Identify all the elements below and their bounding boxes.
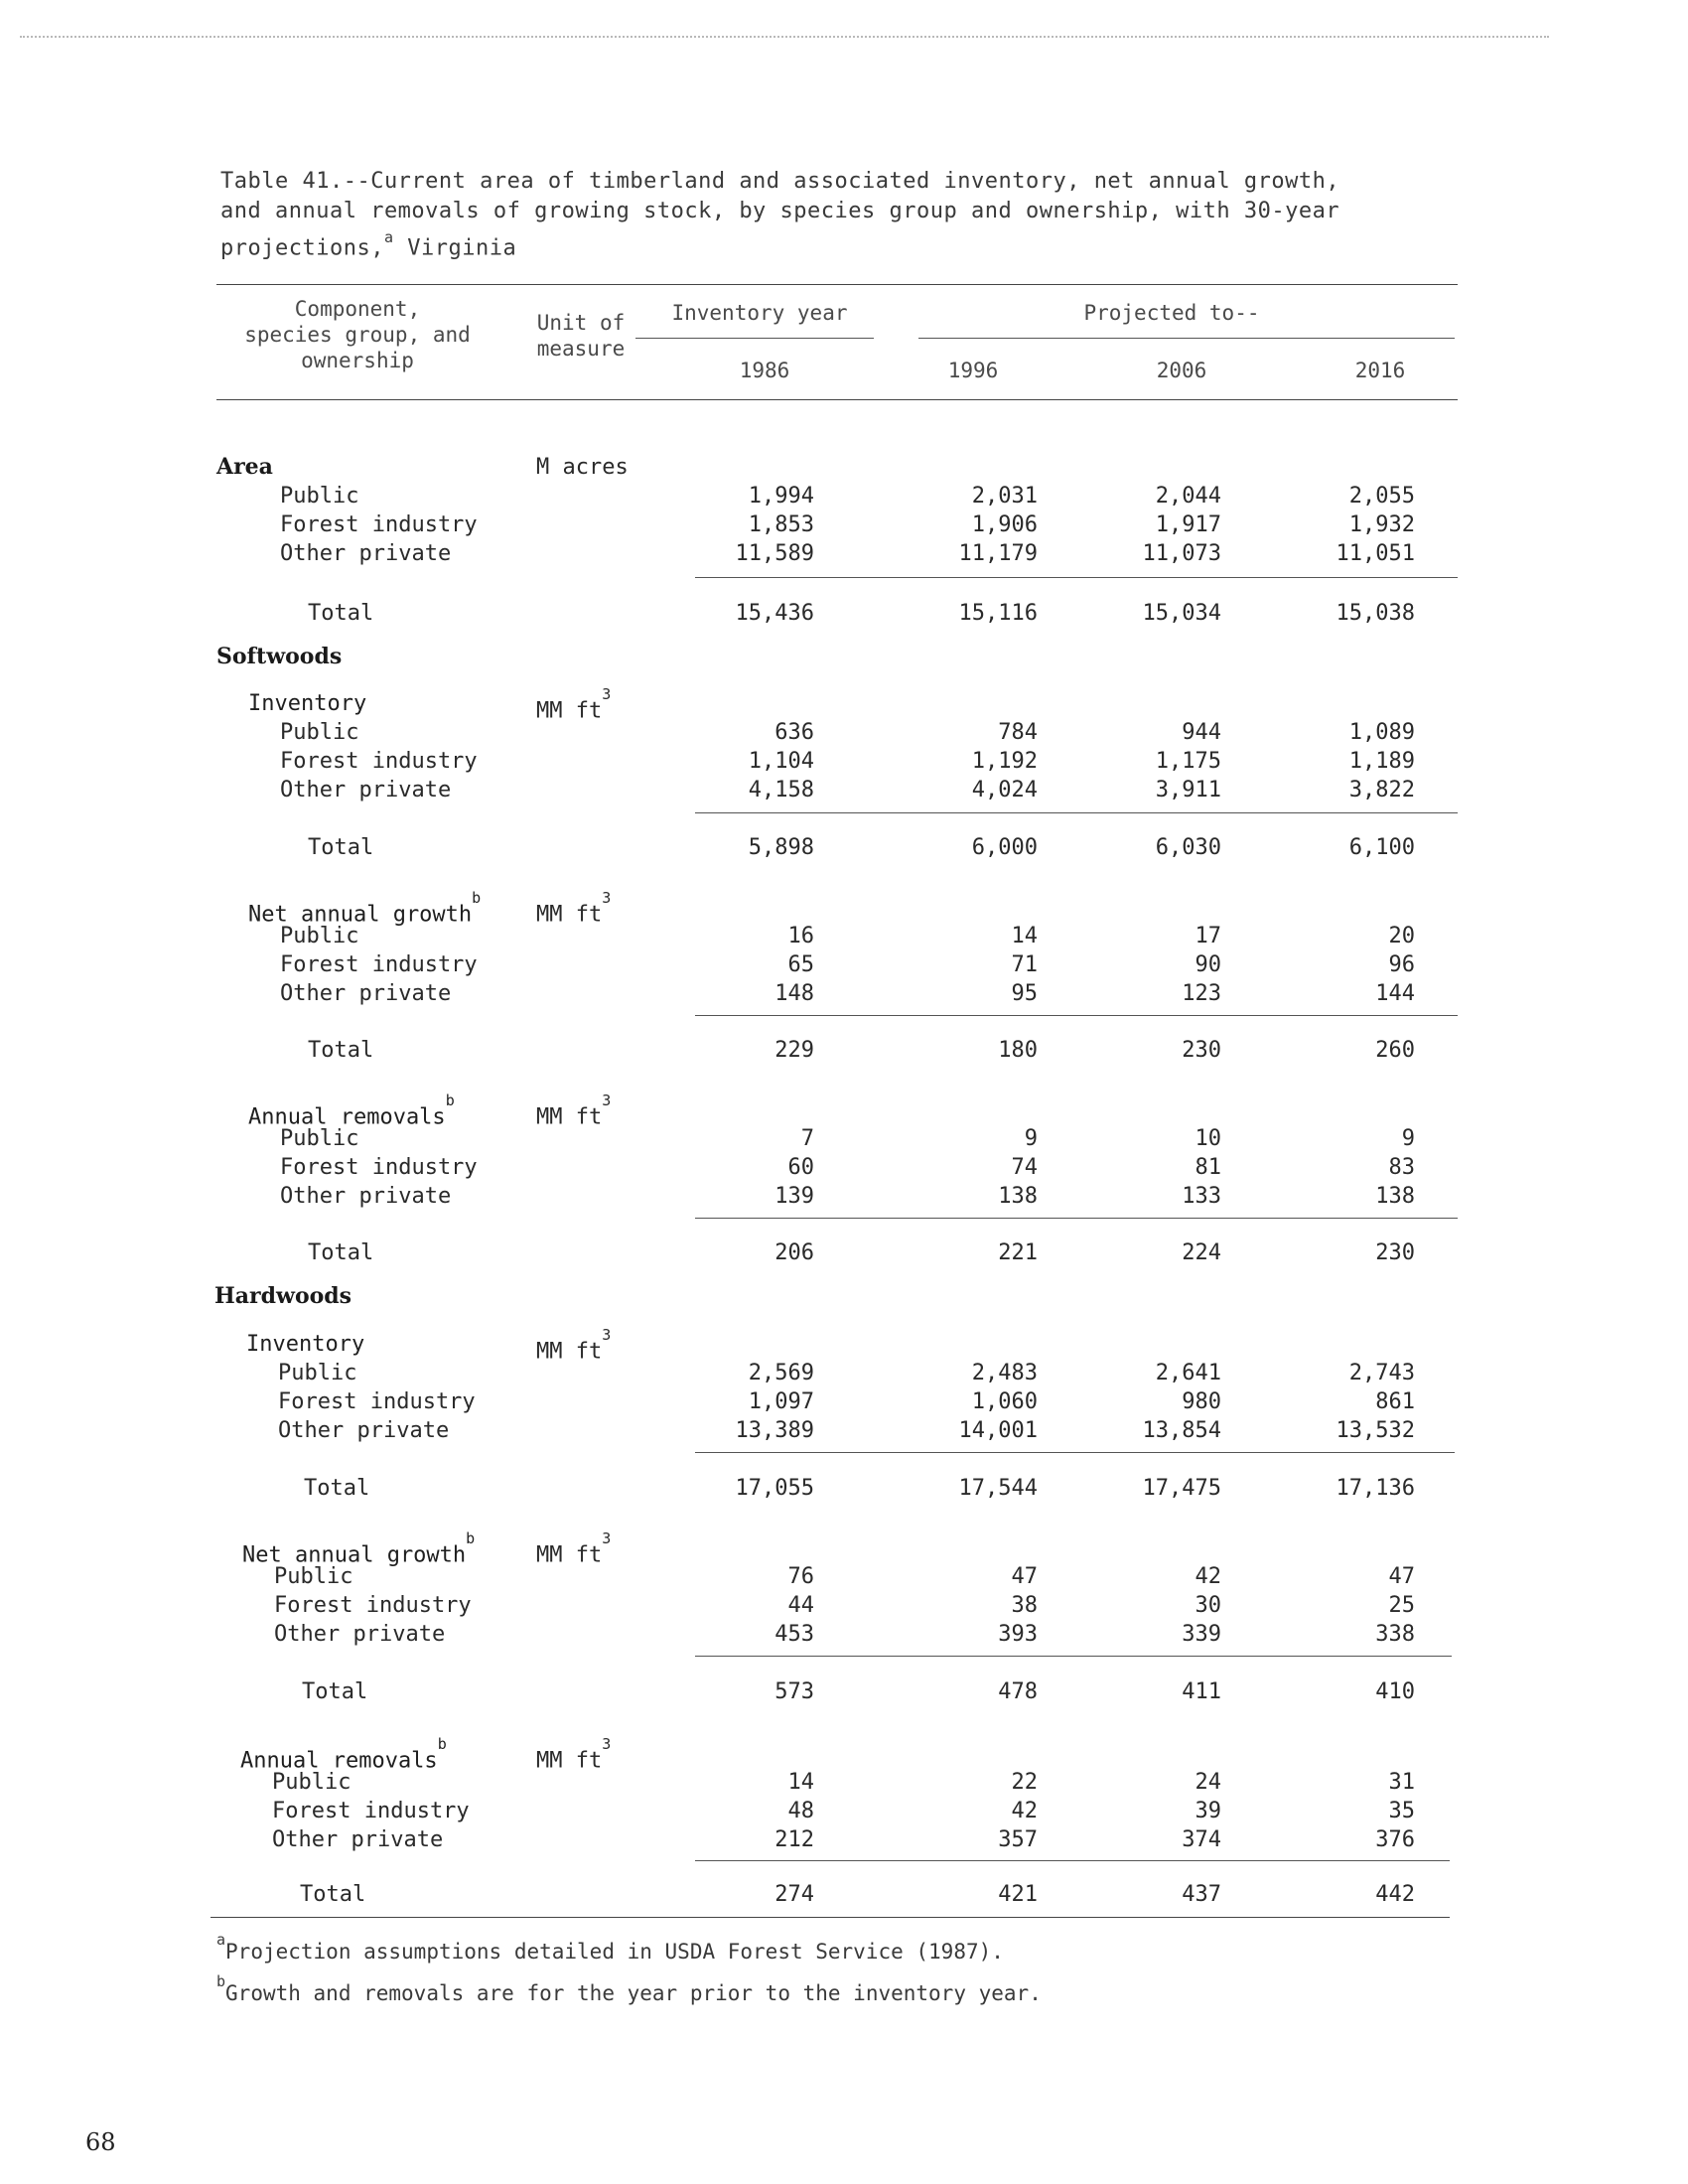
row-label: Other private: [272, 1827, 444, 1852]
footnote-ref-b: b: [472, 889, 482, 907]
hardwood-removals-subtotal-rule: [695, 1860, 1450, 1861]
cell-2006: 2,044: [1155, 484, 1221, 509]
cell-1986: 7: [800, 1126, 814, 1151]
category-row: [0, 1529, 1688, 1568]
row-label: Forest industry: [280, 749, 478, 774]
row-label: Other private: [280, 541, 452, 566]
cell-1996: 138: [998, 1184, 1038, 1209]
cell-1986: 15,436: [735, 601, 814, 626]
cell-1996: 42: [1011, 1799, 1038, 1823]
cell-2016: 83: [1388, 1155, 1415, 1180]
footnote-a: [216, 1931, 1004, 1964]
category-text: Annual removals: [248, 1104, 446, 1130]
row-label: Total: [308, 1038, 374, 1063]
cell-1996: 14: [1011, 924, 1038, 948]
row-label: Other private: [280, 778, 452, 802]
table-row: [0, 777, 1688, 804]
category-text: Net annual growth: [248, 902, 473, 928]
unit-text: MM ft: [536, 902, 603, 928]
header-year-2006: 2006: [1156, 359, 1207, 382]
row-label: Public: [280, 720, 359, 745]
cell-1986: 60: [787, 1155, 814, 1180]
category-text: Annual removals: [240, 1748, 438, 1774]
table-row: [0, 1154, 1688, 1182]
table-row: [0, 483, 1688, 510]
cell-2016: 1,932: [1348, 512, 1415, 537]
header-top-rule: [216, 284, 1458, 285]
cell-1986: 206: [774, 1240, 814, 1265]
hardwood-inventory-subtotal-rule: [695, 1452, 1455, 1453]
cell-1996: 6,000: [971, 835, 1038, 860]
cell-1986: 148: [774, 981, 814, 1006]
cell-2016: 3,822: [1348, 778, 1415, 802]
cell-1986: 453: [774, 1622, 814, 1647]
table-row: [0, 1125, 1688, 1153]
unit-sup: 3: [602, 1735, 612, 1753]
section-softwoods: Softwoods: [216, 644, 343, 669]
table-row-total: [0, 1037, 1688, 1065]
cell-1996: 9: [1024, 1126, 1038, 1151]
cell-2016: 442: [1375, 1882, 1415, 1907]
cell-1986: 5,898: [748, 835, 814, 860]
cell-2006: 24: [1195, 1770, 1221, 1795]
softwood-removals-subtotal-rule: [695, 1218, 1458, 1219]
cell-1996: 71: [1011, 952, 1038, 977]
cell-1986: 17,055: [735, 1476, 814, 1501]
unit-sup: 3: [602, 889, 612, 907]
table-row: [0, 540, 1688, 568]
cell-2016: 376: [1375, 1827, 1415, 1852]
table-row-total: [0, 1475, 1688, 1503]
footnote-ref-b: b: [466, 1529, 476, 1547]
header-year-1986: 1986: [739, 359, 790, 382]
header-unit-line-2: measure: [536, 337, 626, 361]
cell-2006: 944: [1182, 720, 1221, 745]
cell-2006: 2,641: [1155, 1361, 1221, 1385]
row-label: Total: [308, 835, 374, 860]
row-label: Public: [274, 1564, 353, 1589]
title-line-3-text: projections,: [220, 235, 384, 261]
footnote-a-text: Projection assumptions detailed in USDA Forest Service (1987).: [225, 1940, 1004, 1964]
row-label: Total: [302, 1679, 368, 1704]
table-row: [0, 719, 1688, 747]
cell-2016: 20: [1388, 924, 1415, 948]
header-projected-rule: [918, 338, 1455, 339]
unit-sup: 3: [602, 685, 612, 703]
table-row-total: [0, 1239, 1688, 1267]
cell-1996: 17,544: [958, 1476, 1038, 1501]
cell-2016: 338: [1375, 1622, 1415, 1647]
cell-2006: 224: [1182, 1240, 1221, 1265]
unit-text: MM ft: [536, 698, 603, 724]
row-label: Forest industry: [272, 1799, 470, 1823]
title-line-3-state: Virginia: [393, 235, 517, 261]
cell-1986: 14: [787, 1770, 814, 1795]
row-label: Forest industry: [280, 1155, 478, 1180]
area-unit: M acres: [536, 455, 629, 480]
cell-1986: 139: [774, 1184, 814, 1209]
cell-2016: 1,089: [1348, 720, 1415, 745]
category-row: [0, 889, 1688, 928]
cell-2016: 11,051: [1336, 541, 1415, 566]
cell-1986: 48: [787, 1799, 814, 1823]
cell-1986: 13,389: [735, 1418, 814, 1443]
row-label: Other private: [280, 1184, 452, 1209]
cell-1996: 421: [998, 1882, 1038, 1907]
cell-2006: 980: [1182, 1389, 1221, 1414]
cell-1996: 15,116: [958, 601, 1038, 626]
table-row: [0, 923, 1688, 950]
table-row: [0, 1183, 1688, 1211]
table-row: [0, 511, 1688, 539]
row-label: Total: [300, 1882, 366, 1907]
header-component-line-1: Component,: [294, 297, 421, 321]
table-row: [0, 1592, 1688, 1620]
category-row: [0, 685, 1688, 724]
cell-1986: 1,104: [748, 749, 814, 774]
cell-2006: 81: [1195, 1155, 1221, 1180]
cell-2016: 2,055: [1348, 484, 1415, 509]
cell-1996: 4,024: [971, 778, 1038, 802]
cell-2006: 437: [1182, 1882, 1221, 1907]
header-bottom-rule: [216, 399, 1458, 400]
cell-2016: 6,100: [1348, 835, 1415, 860]
table-row: [0, 1621, 1688, 1649]
cell-1986: 76: [787, 1564, 814, 1589]
row-label: Public: [280, 924, 359, 948]
cell-1996: 22: [1011, 1770, 1038, 1795]
table-row: [0, 951, 1688, 979]
row-label: Total: [308, 1240, 374, 1265]
category-inventory: Inventory: [248, 691, 367, 716]
header-projected: Projected to--: [1083, 301, 1260, 325]
row-label: Other private: [278, 1418, 450, 1443]
unit-sup: 3: [602, 1529, 612, 1547]
footnote-b: [216, 1972, 1042, 2005]
cell-2006: 10: [1195, 1126, 1221, 1151]
cell-2016: 31: [1388, 1770, 1415, 1795]
table-row: [0, 748, 1688, 776]
unit-text: MM ft: [536, 1104, 603, 1130]
cell-1996: 47: [1011, 1564, 1038, 1589]
cell-2016: 2,743: [1348, 1361, 1415, 1385]
area-subtotal-rule: [695, 577, 1458, 578]
section-area: Area: [216, 454, 273, 480]
cell-2006: 30: [1195, 1593, 1221, 1618]
table-bottom-rule: [211, 1917, 1450, 1918]
cell-2016: 47: [1388, 1564, 1415, 1589]
hardwood-growth-subtotal-rule: [695, 1656, 1452, 1657]
cell-1996: 393: [998, 1622, 1038, 1647]
cell-1986: 274: [774, 1882, 814, 1907]
row-label: Public: [272, 1770, 352, 1795]
table-row-total: [0, 1881, 1688, 1909]
cell-1986: 1,994: [748, 484, 814, 509]
title-line-1: Table 41.--Current area of timberland and associated inventory, net annual growth,: [220, 169, 1340, 194]
row-label: Other private: [280, 981, 452, 1006]
cell-1986: 16: [787, 924, 814, 948]
cell-1996: 95: [1011, 981, 1038, 1006]
cell-2006: 339: [1182, 1622, 1221, 1647]
cell-1986: 229: [774, 1038, 814, 1063]
category-row: [0, 1326, 1688, 1365]
row-label: Total: [304, 1476, 370, 1501]
title-line-3: [220, 226, 1472, 263]
table-row: [0, 1388, 1688, 1416]
unit-text: MM ft: [536, 1748, 603, 1774]
cell-2006: 90: [1195, 952, 1221, 977]
header-inventory-rule: [635, 338, 874, 339]
cell-2016: 1,189: [1348, 749, 1415, 774]
cell-2006: 6,030: [1155, 835, 1221, 860]
header-unit: [516, 310, 645, 362]
footnote-b-mark: b: [216, 1972, 226, 1990]
table-title: [220, 167, 1472, 263]
cell-1996: 2,031: [971, 484, 1038, 509]
unit-text: MM ft: [536, 1339, 603, 1365]
row-label: Public: [278, 1361, 357, 1385]
table-row-total: [0, 600, 1688, 628]
cell-2006: 42: [1195, 1564, 1221, 1589]
cell-2006: 230: [1182, 1038, 1221, 1063]
category-text: Net annual growth: [242, 1542, 467, 1568]
cell-2006: 374: [1182, 1827, 1221, 1852]
header-component-line-2: species group, and: [244, 323, 471, 347]
cell-2016: 35: [1388, 1799, 1415, 1823]
cell-2006: 411: [1182, 1679, 1221, 1704]
header-year-1996: 1996: [947, 359, 999, 382]
row-label: Total: [308, 601, 374, 626]
category-row: [0, 1092, 1688, 1130]
table-row: [0, 1798, 1688, 1825]
cell-2016: 15,038: [1336, 601, 1415, 626]
cell-2016: 25: [1388, 1593, 1415, 1618]
cell-1996: 38: [1011, 1593, 1038, 1618]
cell-1996: 180: [998, 1038, 1038, 1063]
page-number: 68: [85, 2128, 116, 2156]
cell-1986: 65: [787, 952, 814, 977]
cell-2006: 1,175: [1155, 749, 1221, 774]
cell-1986: 1,097: [748, 1389, 814, 1414]
cell-1986: 636: [774, 720, 814, 745]
section-hardwoods: Hardwoods: [214, 1283, 352, 1309]
table-row: [0, 1769, 1688, 1797]
cell-1996: 478: [998, 1679, 1038, 1704]
cell-1996: 784: [998, 720, 1038, 745]
table-row: [0, 1826, 1688, 1854]
cell-1996: 1,192: [971, 749, 1038, 774]
cell-1986: 4,158: [748, 778, 814, 802]
cell-2006: 133: [1182, 1184, 1221, 1209]
cell-2016: 138: [1375, 1184, 1415, 1209]
table-row: [0, 1360, 1688, 1387]
cell-1986: 1,853: [748, 512, 814, 537]
cell-2006: 39: [1195, 1799, 1221, 1823]
row-label: Forest industry: [278, 1389, 476, 1414]
cell-1996: 1,060: [971, 1389, 1038, 1414]
cell-2016: 861: [1375, 1389, 1415, 1414]
header-inventory-year: Inventory year: [671, 301, 848, 325]
cell-1986: 212: [774, 1827, 814, 1852]
footnote-b-text: Growth and removals are for the year prior to the inventory year.: [225, 1981, 1042, 2005]
unit-sup: 3: [602, 1092, 612, 1109]
row-label: Public: [280, 1126, 359, 1151]
cell-1996: 2,483: [971, 1361, 1038, 1385]
row-label: Forest industry: [280, 512, 478, 537]
cell-1996: 357: [998, 1827, 1038, 1852]
table-row: [0, 1563, 1688, 1591]
cell-2006: 1,917: [1155, 512, 1221, 537]
table-row-total: [0, 1678, 1688, 1706]
footnote-ref-b: b: [437, 1735, 447, 1753]
scan-artifact-line: [20, 36, 1549, 38]
cell-2006: 13,854: [1142, 1418, 1221, 1443]
header-unit-line-1: Unit of: [536, 311, 626, 335]
footnote-ref-a: a: [383, 228, 394, 246]
table-row: [0, 1417, 1688, 1445]
unit-text: MM ft: [536, 1542, 603, 1568]
cell-1996: 221: [998, 1240, 1038, 1265]
cell-1986: 11,589: [735, 541, 814, 566]
header-year-2016: 2016: [1354, 359, 1406, 382]
cell-2006: 17: [1195, 924, 1221, 948]
row-label: Forest industry: [274, 1593, 472, 1618]
cell-2016: 144: [1375, 981, 1415, 1006]
cell-1986: 2,569: [748, 1361, 814, 1385]
cell-2016: 260: [1375, 1038, 1415, 1063]
category-row: [0, 1735, 1688, 1774]
cell-2016: 13,532: [1336, 1418, 1415, 1443]
cell-2006: 11,073: [1142, 541, 1221, 566]
cell-2016: 9: [1401, 1126, 1415, 1151]
cell-2006: 15,034: [1142, 601, 1221, 626]
unit-sup: 3: [602, 1326, 612, 1344]
cell-1996: 14,001: [958, 1418, 1038, 1443]
footnote-ref-b: b: [445, 1092, 455, 1109]
cell-2006: 3,911: [1155, 778, 1221, 802]
cell-1996: 11,179: [958, 541, 1038, 566]
cell-2016: 230: [1375, 1240, 1415, 1265]
category-inventory: Inventory: [246, 1332, 365, 1357]
cell-1986: 44: [787, 1593, 814, 1618]
cell-1996: 1,906: [971, 512, 1038, 537]
cell-2006: 17,475: [1142, 1476, 1221, 1501]
header-component-line-3: ownership: [301, 349, 414, 372]
title-line-2: and annual removals of growing stock, by species group and ownership, with 30-year: [220, 199, 1340, 223]
area-unit-row: [0, 454, 1688, 482]
row-label: Other private: [274, 1622, 446, 1647]
cell-2016: 17,136: [1336, 1476, 1415, 1501]
table-row: [0, 980, 1688, 1008]
softwood-inventory-subtotal-rule: [695, 812, 1458, 813]
cell-2016: 96: [1388, 952, 1415, 977]
cell-1996: 74: [1011, 1155, 1038, 1180]
row-label: Forest industry: [280, 952, 478, 977]
table-row-total: [0, 834, 1688, 862]
footnote-a-mark: a: [216, 1931, 226, 1949]
row-label: Public: [280, 484, 359, 509]
cell-2006: 123: [1182, 981, 1221, 1006]
softwood-growth-subtotal-rule: [695, 1015, 1458, 1016]
cell-2016: 410: [1375, 1679, 1415, 1704]
header-component: [209, 296, 506, 373]
cell-1986: 573: [774, 1679, 814, 1704]
